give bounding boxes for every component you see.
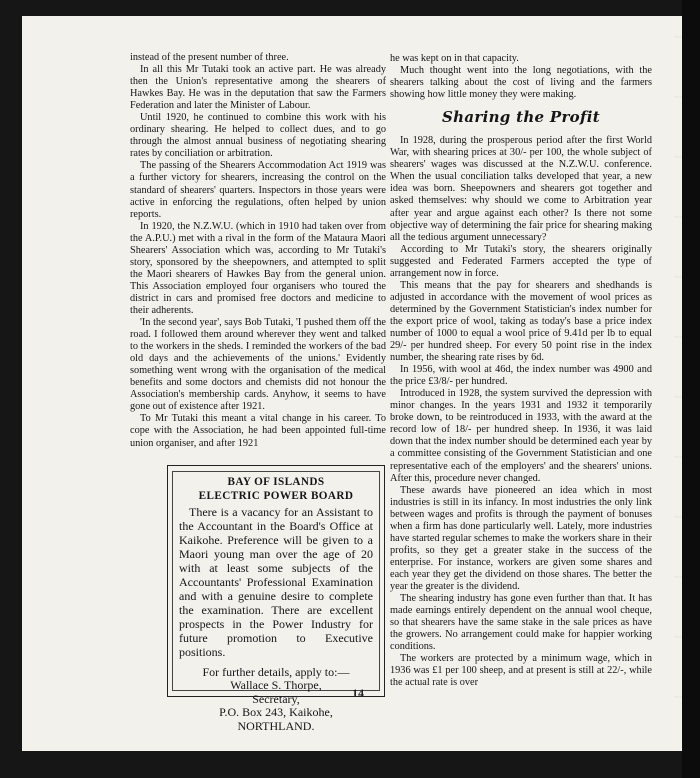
right-column [390, 53, 652, 689]
paragraph: In all this Mr Tutaki took an active part. He was already then the Union's representative among the shearers of Hawkes Bay. He was in the deputation that saw the Farmers Federation and later the Minister of Labour. [130, 64, 386, 112]
paragraph: In 1920, the N.Z.W.U. (which in 1910 had taken over from the A.P.U.) met with a rival in the form of the Mataura Maori Shearers' Association which was, according to Mr Tutaki's story, sponsored by the sheepowners, and attempted to split the Maori shearers of Hawkes Bay from the general union. This Association employed four organisers who toured the district in cars and promised free doctors and medicine to their adherents. [130, 220, 386, 316]
left-column [130, 52, 386, 450]
paragraph: The passing of the Shearers Accommodation Act 1919 was a further victory for shearers, increasing the control on the standard of shearers' quarters. Inspectors in those years were active in enforcing the regulations, often helped by union reports. [130, 160, 386, 220]
paragraph: To Mr Tutaki this meant a vital change in his career. To cope with the Association, he had been appointed full-time union organiser, and after 1921 [130, 413, 386, 449]
ad-contact-name: Wallace S. Thorpe, [230, 678, 322, 692]
paragraph: 'In the second year', says Bob Tutaki, 'I pushed them off the road. I followed them around wherever they went and talked to the workers in the sheds. I reminded the workers of the bad old days and the achievements of the unions.' Evidently something went wrong with the organisation of the medical benefits and some doctors and chemists did not honour the Association's membership cards. Anyhow, it seems to have gone out of existence after 1921. [130, 317, 386, 413]
ad-title-line1: BAY OF ISLANDS [227, 476, 325, 488]
page-number: 14 [352, 686, 364, 700]
paragraph: These awards have pioneered an idea which in most industries is still in its infancy. In most industries the only link between wages and profits is through the payment of bonuses when a firm has done particularly well. Lately, more industries have started regular schemes to make the workers share in their profits, so they get a greater stake in the success of the enterprise. For instance, workers are given some shares and each year they get the dividend on those shares. The better the year the greater is the dividend. [390, 484, 652, 592]
paragraph: In 1928, during the prosperous period after the first World War, with shearing prices at 30/- per 100, the whole subject of shearers' wages was discussed at the N.Z.W.U. conference. When the usual conciliation talks developed that year, a new idea was born. Sheepowners and shearers got together and asked themselves: why should we come to Arbitration year after year and argue against each other? Is there not some objective way of determining the fair price for shearing making all the tedious argument unnecessary? [390, 135, 652, 243]
paragraph: Much thought went into the long negotiations, with the shearers talking about the cost of living and the farmers showing how little money they were making. [390, 65, 652, 101]
ad-title-line2: ELECTRIC POWER BOARD [198, 490, 354, 502]
paragraph: According to Mr Tutaki's story, the shearers originally suggested and Federated Farmers accepted the type of arrangement now in force. [390, 243, 652, 279]
section-heading: Sharing the Profit [442, 108, 600, 127]
job-advertisement [167, 465, 385, 733]
ad-contact-role: Secretary, [252, 691, 300, 706]
paragraph: In 1956, with wool at 46d, the index number was 4900 and the price £3/8/- per hundred. [390, 364, 652, 388]
paragraph: instead of the present number of three. [130, 52, 289, 63]
magazine-page [22, 16, 682, 751]
paragraph: The workers are protected by a minimum wage, which in 1936 was £1 per 100 sheep, and at present is still at 22/-, while the actual rate is over [390, 653, 652, 689]
book-binding-edge [682, 0, 700, 778]
paragraph: Introduced in 1928, the system survived the depression with minor changes. In the years 1931 and 1932 it temporarily broke down, to be reintroduced in 1933, with the award at the record low of 18/- per hundred sheep. In 1936, it was laid down that the index number should be determined each year by a committee consisting of the Government Statistician and one representative each of the employers' and the shearers' unions. After this, procedure never changed. [390, 388, 652, 484]
paragraph: he was kept on in that capacity. [390, 53, 519, 64]
paragraph: This means that the pay for shearers and shedhands is adjusted in accordance with the movement of wool prices as determined by the Government Statistician's index number for the export price of wool, taking as today's base a price index number of 1000 to equal a wool price of 9.41d per lb to equal 29/- per hundred sheep. For every 50 point rise in the index number, the shearing rate rises by 6d. [390, 279, 652, 364]
ad-contact-region: NORTHLAND. [237, 718, 315, 733]
page-edge-marks [674, 36, 682, 736]
ad-apply-line: For further details, apply to:— [202, 665, 350, 679]
paragraph: Until 1920, he continued to combine this work with his ordinary shearing. He helped to collect dues, and to go through the almost annual business of negotiating shearing rates by conciliation or arbitration. [130, 112, 386, 160]
ad-contact-box: P.O. Box 243, Kaikohe, [219, 705, 333, 719]
paragraph: The shearing industry has gone even further than that. It has made earnings entirely dependent on the annual wool cheque, so that shearers have the same stake in the sale prices as have the growers. No arrangement could make for happier working conditions. [390, 593, 652, 653]
ad-body: There is a vacancy for an Assistant to the Accountant in the Board's Office at Kaikohe. Preference will be given to a Maori young man over the age of 20 with at least some subjects of the Accountants' Professional Examination and with a genuine desire to complete the examination. There are excellent prospects in the Power Industry for future promotion to Executive positions. [179, 505, 373, 659]
